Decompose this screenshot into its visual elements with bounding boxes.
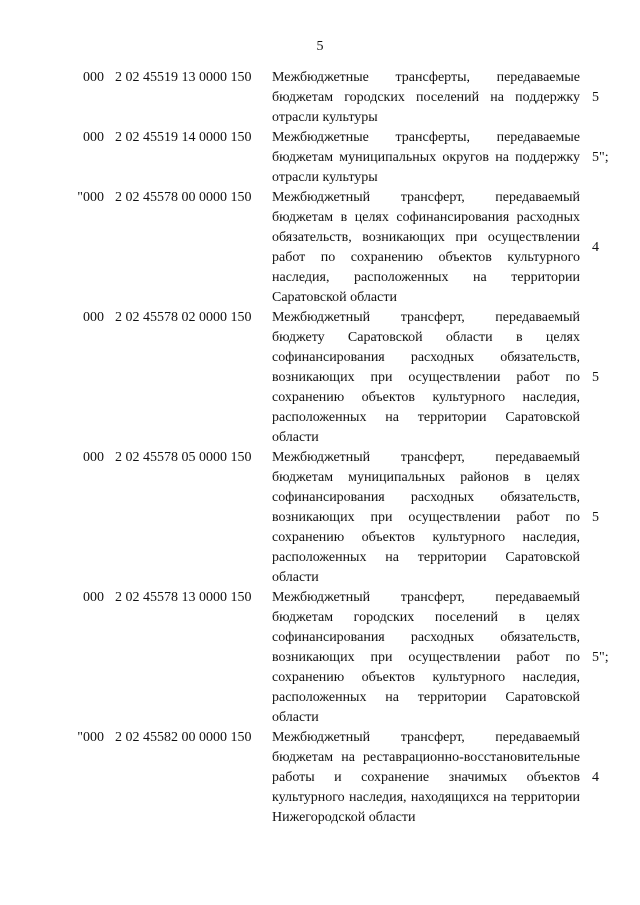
budget-classification-code: 2 02 45578 00 0000 150 bbox=[115, 190, 252, 205]
row-description: Межбюджетные трансферты, передаваемые бюджетам муниципальных округов на поддержку отрасли культуры bbox=[272, 130, 580, 185]
admin-code: 000 bbox=[83, 70, 104, 85]
row-description: Межбюджетные трансферты, передаваемые бюджетам городских поселений на поддержку отрасли культуры bbox=[272, 70, 580, 125]
budget-classification-code: 2 02 45578 13 0000 150 bbox=[115, 590, 252, 605]
table-row bbox=[0, 188, 640, 308]
row-value: 5 bbox=[592, 510, 599, 525]
admin-code: 000 bbox=[83, 590, 104, 605]
table-row bbox=[0, 68, 640, 128]
admin-code: 000 bbox=[83, 450, 104, 465]
table-row bbox=[0, 728, 640, 828]
row-description: Межбюджетный трансферт, передаваемый бюджетам в целях софинансирования расходных обязательств, возникающих при осуществлении работ по сохранению объектов культурного наследия, расположенных на территории Саратовской области bbox=[272, 190, 580, 305]
budget-classification-code: 2 02 45519 13 0000 150 bbox=[115, 70, 252, 85]
table-row bbox=[0, 128, 640, 188]
row-description: Межбюджетный трансферт, передаваемый бюджету Саратовской области в целях софинансирования расходных обязательств, возникающих при осуществлении работ по сохранению объектов культурного наследия, расположенных на территории Саратовской области bbox=[272, 310, 580, 445]
row-value: 4 bbox=[592, 770, 599, 785]
row-value: 5 bbox=[592, 90, 599, 105]
row-description: Межбюджетный трансферт, передаваемый бюджетам городских поселений в целях софинансирования расходных обязательств, возникающих при осуществлении работ по сохранению объектов культурного наследия, расположенных на территории Саратовской области bbox=[272, 590, 580, 725]
table-row bbox=[0, 308, 640, 448]
budget-classification-code: 2 02 45578 02 0000 150 bbox=[115, 310, 252, 325]
table-row bbox=[0, 588, 640, 728]
budget-code-table bbox=[0, 68, 640, 828]
row-value: 5"; bbox=[592, 650, 609, 665]
admin-code: 000 bbox=[83, 130, 104, 145]
row-description: Межбюджетный трансферт, передаваемый бюджетам на реставрационно-восстановительные работы и сохранение значимых объектов культурного наследия, находящихся на территории Нижегородской области bbox=[272, 730, 580, 825]
row-value: 4 bbox=[592, 240, 599, 255]
admin-code: "000 bbox=[77, 190, 104, 205]
row-value: 5"; bbox=[592, 150, 609, 165]
row-description: Межбюджетный трансферт, передаваемый бюджетам муниципальных районов в целях софинансирования расходных обязательств, возникающих при осуществлении работ по сохранению объектов культурного наследия, расположенных на территории Саратовской области bbox=[272, 450, 580, 585]
admin-code: "000 bbox=[77, 730, 104, 745]
budget-classification-code: 2 02 45578 05 0000 150 bbox=[115, 450, 252, 465]
row-value: 5 bbox=[592, 370, 599, 385]
budget-classification-code: 2 02 45519 14 0000 150 bbox=[115, 130, 252, 145]
admin-code: 000 bbox=[83, 310, 104, 325]
page-number: 5 bbox=[316, 39, 324, 54]
table-row bbox=[0, 448, 640, 588]
budget-classification-code: 2 02 45582 00 0000 150 bbox=[115, 730, 252, 745]
